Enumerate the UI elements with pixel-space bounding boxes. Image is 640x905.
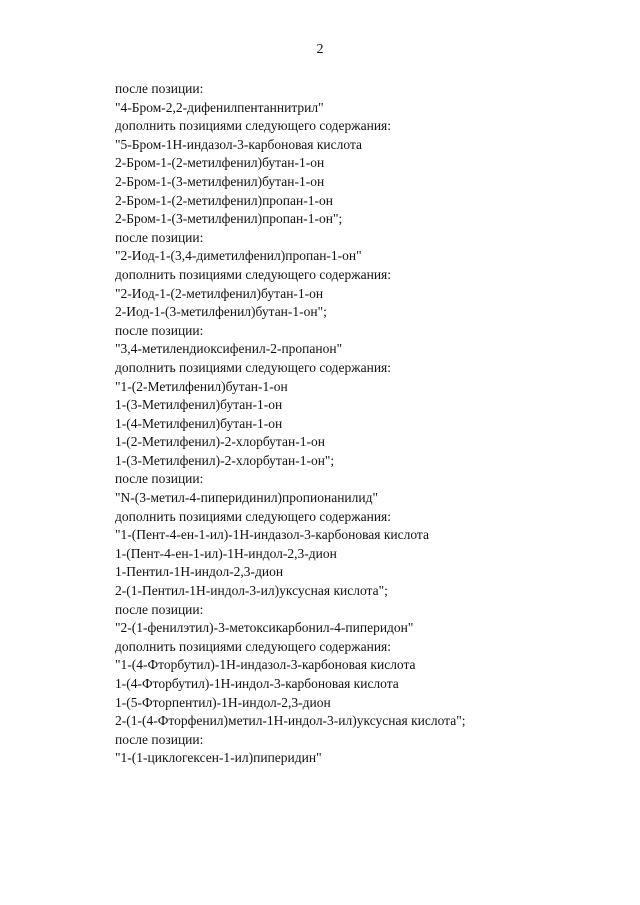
text-line: после позиции: — [115, 601, 204, 617]
text-line: 2-Иод-1-(3-метилфенил)бутан-1-он"; — [115, 304, 327, 320]
text-line: 1-(4-Фторбутил)-1Н-индол-3-карбоновая кислота — [115, 676, 399, 691]
text-line: 1-(2-Метилфенил)-2-хлорбутан-1-он — [115, 434, 325, 450]
text-line: "1-(1-циклогексен-1-ил)пиперидин" — [115, 750, 322, 766]
text-line: дополнить позициями следующего содержания: — [115, 266, 392, 282]
text-line: "2-(1-фенилэтил)-3-метоксикарбонил-4-пиперидон" — [115, 620, 414, 636]
text-line: 2-(1-Пентил-1Н-индол-3-ил)уксусная кислота"; — [115, 583, 388, 599]
text-line: 2-Бром-1-(2-метилфенил)пропан-1-он — [115, 192, 333, 208]
text-line: после позиции: — [115, 229, 204, 245]
text-line: после позиции: — [115, 731, 204, 747]
page-number: 2 — [316, 42, 324, 57]
text-line: после позиции: — [115, 471, 204, 487]
text-line: "1-(Пент-4-ен-1-ил)-1Н-индазол-3-карбоновая кислота — [115, 527, 429, 543]
text-line: "N-(3-метил-4-пиперидинил)пропионанилид" — [115, 490, 378, 506]
text-line: 1-(4-Метилфенил)бутан-1-он — [115, 415, 283, 431]
text-line: "5-Бром-1Н-индазол-3-карбоновая кислота — [115, 136, 363, 152]
text-line: 2-Бром-1-(3-метилфенил)пропан-1-он"; — [115, 211, 343, 227]
text-line: "1-(4-Фторбутил)-1Н-индазол-3-карбоновая кислота — [115, 657, 416, 673]
text-line: дополнить позициями следующего содержания: — [115, 359, 392, 375]
text-line: "1-(2-Метилфенил)бутан-1-он — [115, 378, 288, 394]
text-line: дополнить позициями следующего содержания: — [115, 638, 392, 654]
text-line: 2-Бром-1-(3-метилфенил)бутан-1-он — [115, 173, 325, 189]
text-line: "3,4-метилендиоксифенил-2-пропанон" — [115, 341, 343, 357]
text-line: "2-Иод-1-(3,4-диметилфенил)пропан-1-он" — [115, 248, 362, 264]
text-line: после позиции: — [115, 81, 204, 96]
text-line: "2-Иод-1-(2-метилфенил)бутан-1-он — [115, 285, 324, 301]
text-line: 1-Пентил-1Н-индол-2,3-дион — [115, 564, 284, 580]
text-line: 1-(3-Метилфенил)бутан-1-он — [115, 397, 283, 413]
text-line: 1-(3-Метилфенил)-2-хлорбутан-1-он"; — [115, 452, 335, 468]
document-body — [115, 80, 615, 768]
text-line: 1-(Пент-4-ен-1-ил)-1Н-индол-2,3-дион — [115, 545, 337, 561]
text-line: после позиции: — [115, 322, 204, 338]
text-line: дополнить позициями следующего содержания: — [115, 508, 392, 524]
text-line: 1-(5-Фторпентил)-1Н-индол-2,3-дион — [115, 694, 331, 710]
text-line: "4-Бром-2,2-дифенилпентаннитрил" — [115, 99, 324, 115]
text-line: дополнить позициями следующего содержания: — [115, 118, 392, 134]
text-line: 2-Бром-1-(2-метилфенил)бутан-1-он — [115, 155, 325, 171]
text-line: 2-(1-(4-Фторфенил)метил-1Н-индол-3-ил)уксусная кислота"; — [115, 713, 466, 729]
